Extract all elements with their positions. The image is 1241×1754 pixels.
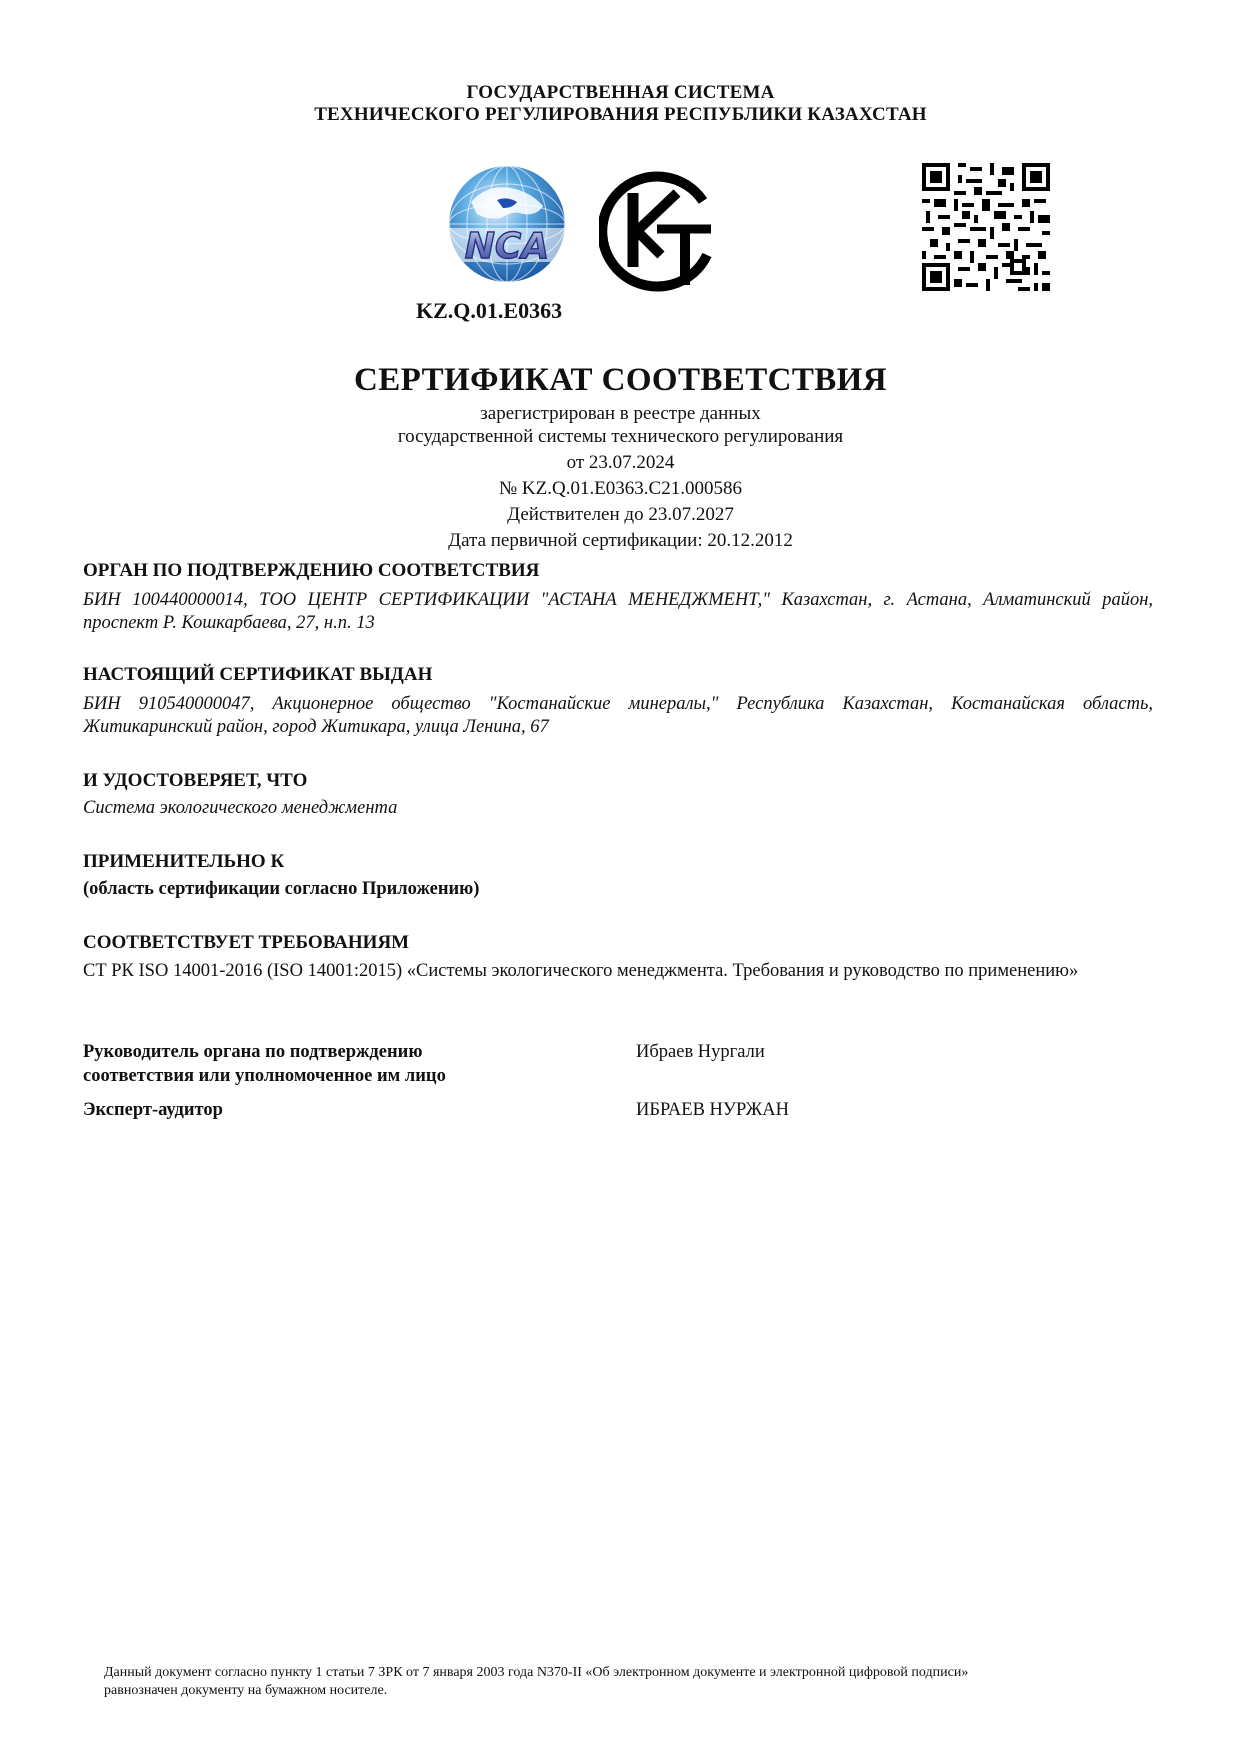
certificate-title: СЕРТИФИКАТ СООТВЕТСТВИЯ <box>354 362 887 398</box>
qr-code-icon[interactable] <box>922 163 1050 291</box>
document-header <box>0 82 1241 126</box>
header-line-2: ТЕХНИЧЕСКОГО РЕГУЛИРОВАНИЯ РЕСПУБЛИКИ КАЗАХСТАН <box>314 104 927 125</box>
certificate-number: № KZ.Q.01.E0363.C21.000586 <box>499 478 742 499</box>
registration-line-2: государственной системы технического регулирования <box>397 426 844 447</box>
applicable-text: (область сертификации согласно Приложению) <box>83 879 480 899</box>
kt-conformity-mark-icon <box>599 163 719 293</box>
head-signatory-label <box>83 1040 543 1088</box>
head-signatory-label-line-2: соответствия или уполномоченное им лицо <box>83 1066 446 1086</box>
applicable-title: ПРИМЕНИТЕЛЬНО К <box>83 851 285 872</box>
issued-to-text: БИН 910540000047, Акционерное общество "Костанайские минералы," Республика Казахстан, Костанайская область, Житикаринский район, город Житикара, улица Ленина, 67 <box>83 694 1153 737</box>
footer-line-2: равнозначен документу на бумажном носителе. <box>104 1683 388 1698</box>
expert-auditor-name: ИБРАЕВ НУРЖАН <box>636 1100 789 1120</box>
registration-info <box>0 402 1241 552</box>
footer-line-1: Данный документ согласно пункту 1 статьи 7 ЗРК от 7 января 2003 года N370-II «Об электронном документе и электронной цифровой подписи» <box>104 1665 969 1680</box>
header-line-1: ГОСУДАРСТВЕННАЯ СИСТЕМА <box>466 82 775 103</box>
initial-certification-date: Дата первичной сертификации: 20.12.2012 <box>448 530 793 551</box>
certification-body-text: БИН 100440000014, ТОО ЦЕНТР СЕРТИФИКАЦИИ "АСТАНА МЕНЕДЖМЕНТ," Казахстан, г. Астана, Алматинский район, проспект Р. Кошкарбаева, 27, н.п. 13 <box>83 590 1153 633</box>
nca-logo-text: NCA <box>464 226 550 267</box>
certification-body-title: ОРГАН ПО ПОДТВЕРЖДЕНИЮ СООТВЕТСТВИЯ <box>83 560 540 581</box>
requirements-text: СТ РК ISO 14001-2016 (ISO 14001:2015) «Системы экологического менеджмента. Требования и руководство по применению» <box>83 961 1079 981</box>
legal-footer <box>104 1664 1144 1700</box>
head-signatory-name: Ибраев Нургали <box>636 1042 765 1062</box>
requirements-title: СООТВЕТСТВУЕТ ТРЕБОВАНИЯМ <box>83 932 410 953</box>
registration-date: от 23.07.2024 <box>566 452 675 473</box>
head-signatory-label-line-1: Руководитель органа по подтверждению <box>83 1042 423 1062</box>
registration-code: KZ.Q.01.E0363 <box>416 298 563 323</box>
certifies-title: И УДОСТОВЕРЯЕТ, ЧТО <box>83 770 308 791</box>
registration-line-1: зарегистрирован в реестре данных <box>480 403 761 424</box>
issued-to-title: НАСТОЯЩИЙ СЕРТИФИКАТ ВЫДАН <box>83 664 433 685</box>
certifies-text: Система экологического менеджмента <box>83 798 398 818</box>
nca-globe-logo-icon <box>427 162 587 292</box>
expert-auditor-label: Эксперт-аудитор <box>83 1100 223 1120</box>
valid-until: Действителен до 23.07.2027 <box>507 504 734 525</box>
